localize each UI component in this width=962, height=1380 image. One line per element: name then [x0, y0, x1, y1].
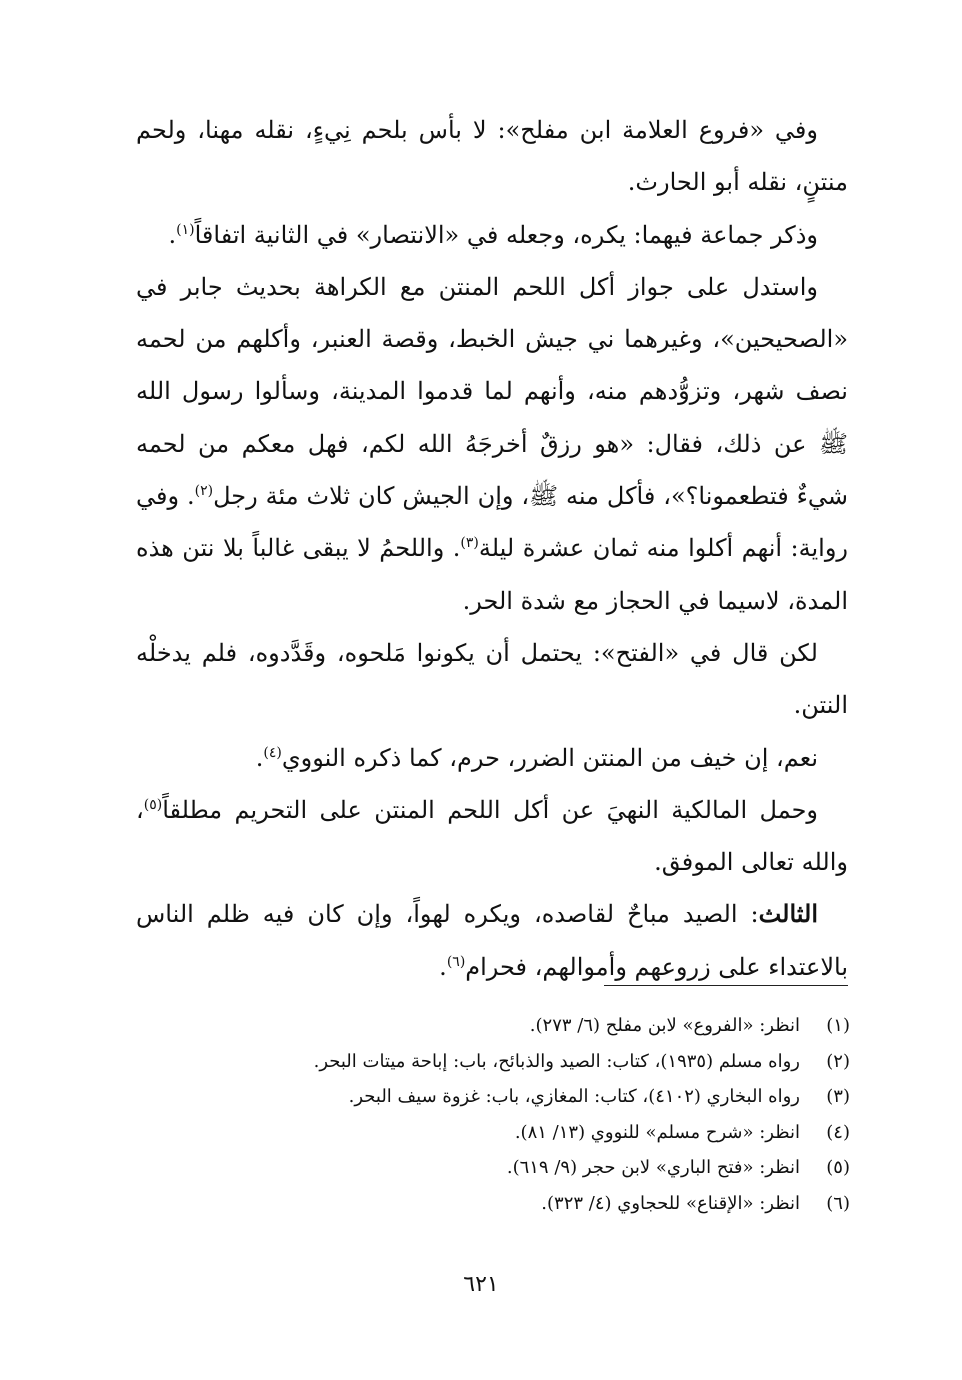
footnote-text: انظر: «شرح مسلم» للنووي (١٣/ ٨١). — [514, 1121, 800, 1143]
paragraph-4 — [136, 627, 848, 732]
main-text — [136, 104, 848, 993]
paragraph-4-text: لكن قال في «الفتح»: يحتمل أن يكونوا مَلحوه، وقَدَّدوه، فلم يدخلْه النتن. — [136, 638, 848, 720]
footnote-ref-5: (٥) — [143, 796, 163, 813]
footnote-4 — [150, 1115, 850, 1151]
page-number: ٦٢١ — [463, 1272, 499, 1297]
footnote-6 — [150, 1186, 850, 1222]
section-heading-third: الثالث — [758, 899, 818, 929]
paragraph-3-text-a: واستدل على جواز أكل اللحم المنتن مع الكراهة بحديث جابر في «الصحيحين»، وغيرهما ني جيش الخبط، وقصة العنبر، وأكلهم من لحمه نصف شهر، وتزوُّدهم منه، وأنهم لما قدموا المدينة، وسألوا رسول الله ﷺ عن ذلك، فقال: «هو رزقٌ أخرجَهُ الله لكم، فهل معكم من لحمه شيءٌ فتطعمونا؟»، فأكل منه ﷺ، وإن الجيش كان ثلاث مئة رجل — [136, 272, 848, 511]
footnote-3 — [150, 1079, 850, 1115]
footnote-text: انظر: «فتح الباري» لابن حجر (٩/ ٦١٩). — [506, 1157, 800, 1179]
footnote-number: (٢) — [826, 1050, 850, 1072]
footnote-text: رواه مسلم (١٩٣٥)، كتاب: الصيد والذبائح، باب: إباحة ميتات البحر. — [313, 1050, 800, 1072]
footnote-ref-1: (١) — [176, 221, 195, 238]
paragraph-2-text: وذكر جماعة فيهما: يكره، وجعله في «الانتصار» في الثانية اتفاقاً — [194, 220, 818, 249]
footnote-ref-3: (٣) — [460, 535, 479, 552]
footnote-number: (١) — [826, 1015, 850, 1036]
footnote-number: (٣) — [826, 1086, 850, 1108]
footnote-ref-2: (٢) — [194, 483, 214, 500]
paragraph-3 — [136, 261, 848, 627]
paragraph-5-text: نعم، إن خيف من المنتن الضرر، حرم، كما ذكره النووي — [281, 743, 818, 772]
footnote-1 — [150, 1008, 850, 1044]
paragraph-3-text-c: . واللحمُ لا يبقى غالباً بلا نتن هذه المدة، لاسيما في الحجاز مع شدة الحر. — [136, 534, 848, 615]
footnote-2 — [150, 1044, 850, 1080]
paragraph-5 — [136, 732, 848, 784]
footnote-ref-4: (٤) — [263, 744, 282, 761]
footnotes — [150, 1008, 850, 1222]
paragraph-6 — [136, 784, 848, 889]
footnote-text: انظر: «الإقناع» للحجاوي (٤/ ٣٢٣). — [541, 1192, 800, 1214]
footnote-number: (٦) — [826, 1192, 850, 1214]
paragraph-5-end: . — [255, 743, 264, 772]
footnote-number: (٤) — [826, 1121, 850, 1143]
footnote-text: انظر: «الفروع» لابن مفلح (٦/ ٢٧٣). — [529, 1015, 800, 1036]
paragraph-2-end: . — [168, 220, 177, 249]
paragraph-1-text: وفي «فروع العلامة ابن مفلح»: لا بأس بلحم نِيءٍ، نقله مهنا، ولحم منتنٍ، نقله أبو الحارث. — [136, 116, 848, 197]
footnote-5 — [150, 1150, 850, 1186]
paragraph-1 — [136, 104, 848, 209]
paragraph-7-end: . — [439, 952, 447, 981]
paragraph-3-text-b: . وفي رواية: أنهم أكلوا منه ثمان عشرة ليلة — [136, 482, 848, 563]
footnote-text: رواه البخاري (٤١٠٢)، كتاب: المغازي، باب: غزوة سيف البحر. — [348, 1086, 800, 1108]
paragraph-6-text-a: وحمل المالكية النهيَ عن أكل اللحم المنتن على التحريم مطلقاً — [162, 795, 818, 824]
paragraph-7 — [136, 888, 848, 993]
paragraph-7-text: : الصيد مباحٌ لقاصده، ويكره لهواً، وإن كان فيه ظلم الناس بالاعتداء على زروعهم وأموالهم، فحرام — [136, 900, 848, 981]
footnote-separator — [604, 985, 848, 986]
paragraph-6-text-b: ، والله تعالى الموفق. — [136, 795, 848, 877]
footnote-number: (٥) — [826, 1157, 850, 1179]
footnote-ref-6: (٦) — [446, 953, 466, 970]
paragraph-2 — [136, 209, 848, 261]
